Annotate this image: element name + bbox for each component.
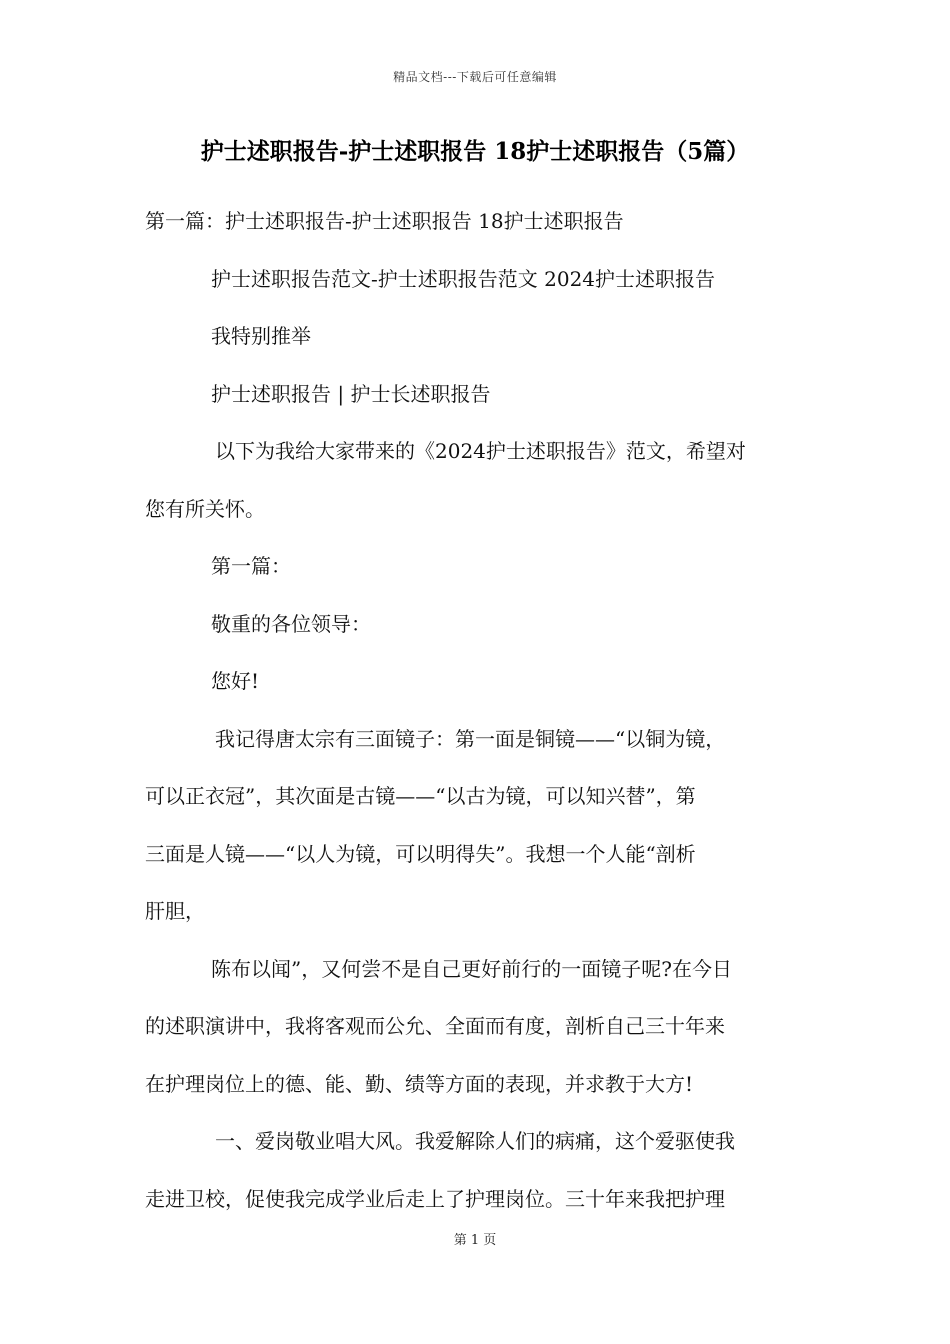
body-paragraph: 走进卫校，促使我完成学业后走上了护理岗位。三十年来我把护理: [145, 1186, 725, 1211]
body-paragraph: 护士述职报告 | 护士长述职报告: [211, 381, 491, 406]
body-paragraph: 肝胆，: [145, 899, 205, 923]
document-title: 护士述职报告-护士述职报告 18护士述职报告（5篇）: [200, 138, 750, 165]
body-paragraph: 三面是人镜——“以人为镜，可以明得失”。我想一个人能“剖析: [145, 841, 696, 866]
page-number: 第 1 页: [453, 1233, 497, 1248]
body-paragraph: 您好!: [211, 669, 260, 693]
body-paragraph: 我特别推举: [211, 324, 311, 348]
section-heading: 第一篇：护士述职报告-护士述职报告 18护士述职报告: [145, 209, 624, 233]
body-paragraph: 以下为我给大家带来的《2024护士述职报告》范文，希望对: [215, 439, 746, 463]
body-paragraph: 我记得唐太宗有三面镜子：第一面是铜镜——“以铜为镜，: [215, 726, 726, 751]
body-paragraph: 护士述职报告范文-护士述职报告范文 2024护士述职报告: [211, 266, 716, 291]
body-paragraph: 陈布以闻”，又何尝不是自己更好前行的一面镜子呢?在今日: [211, 956, 732, 981]
page-header: 精品文档---下载后可任意编辑: [393, 70, 557, 84]
body-paragraph: 您有所关怀。: [145, 496, 265, 521]
body-paragraph: 第一篇：: [211, 554, 291, 578]
body-paragraph: 可以正衣冠”，其次面是古镜——“以古为镜，可以知兴替”，第: [145, 784, 696, 808]
body-paragraph: 一、爱岗敬业唱大风。我爱解除人们的病痛，这个爱驱使我: [215, 1129, 735, 1153]
body-paragraph: 在护理岗位上的德、能、勤、绩等方面的表现，并求教于大方!: [145, 1071, 694, 1096]
body-paragraph: 敬重的各位领导：: [211, 611, 371, 636]
document-body: [145, 193, 810, 1228]
body-paragraph: 的述职演讲中，我将客观而公允、全面而有度，剖析自己三十年来: [145, 1014, 725, 1038]
